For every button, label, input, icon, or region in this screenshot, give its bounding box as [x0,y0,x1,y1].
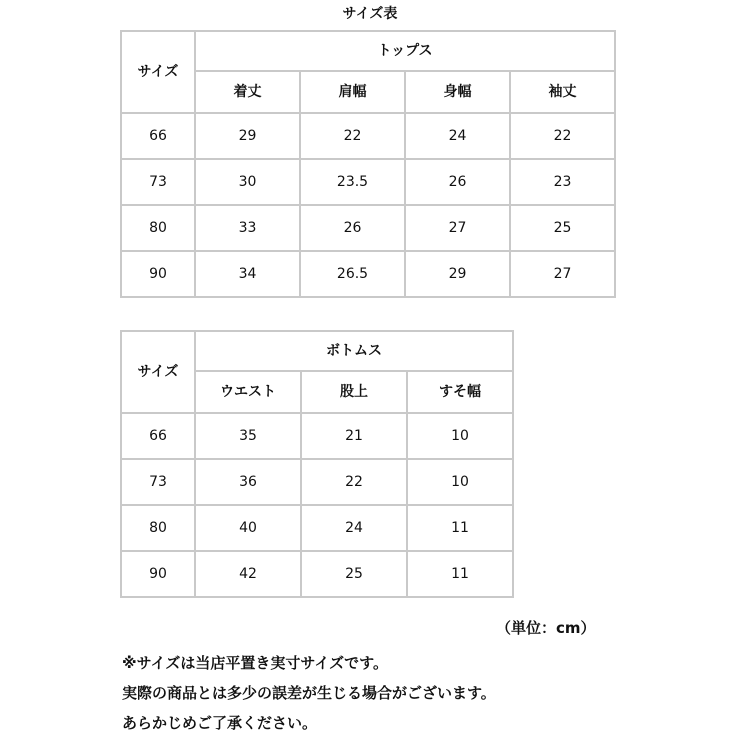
value-cell: 40 [195,505,301,551]
note-line: ※サイズは当店平置き実寸サイズです。 [122,654,388,672]
table-row [121,413,513,459]
value-cell: 23 [510,159,615,205]
column-header: 股上 [301,371,407,413]
value-cell: 29 [195,113,300,159]
value-cell: 26 [405,159,510,205]
table-row [121,505,513,551]
value-cell: 25 [301,551,407,597]
value-cell: 10 [407,459,513,505]
size-cell: 73 [121,159,195,205]
size-cell: 90 [121,251,195,297]
value-cell: 24 [301,505,407,551]
table-row [121,205,615,251]
value-cell: 22 [301,459,407,505]
value-cell: 27 [405,205,510,251]
tops-group-header: トップス [195,31,615,71]
table-row [121,113,615,159]
value-cell: 24 [405,113,510,159]
tops-size-table [120,30,616,298]
note-line: 実際の商品とは多少の誤差が生じる場合がございます。 [122,684,496,702]
value-cell: 36 [195,459,301,505]
column-header: 肩幅 [300,71,405,113]
page-title: サイズ表 [342,6,398,22]
note-line: あらかじめご了承ください。 [122,714,318,732]
size-cell: 66 [121,113,195,159]
table-row [121,551,513,597]
value-cell: 22 [300,113,405,159]
table-row [121,459,513,505]
value-cell: 30 [195,159,300,205]
value-cell: 26.5 [300,251,405,297]
unit-label: （単位：cm） [496,619,596,637]
size-cell: 66 [121,413,195,459]
bottoms-size-table [120,330,514,598]
size-cell: 73 [121,459,195,505]
column-header: ウエスト [195,371,301,413]
value-cell: 21 [301,413,407,459]
notes [122,650,722,740]
value-cell: 23.5 [300,159,405,205]
value-cell: 25 [510,205,615,251]
table-row [121,251,615,297]
value-cell: 34 [195,251,300,297]
value-cell: 35 [195,413,301,459]
value-cell: 29 [405,251,510,297]
value-cell: 22 [510,113,615,159]
size-cell: 80 [121,505,195,551]
size-cell: 90 [121,551,195,597]
value-cell: 11 [407,551,513,597]
value-cell: 10 [407,413,513,459]
size-header: サイズ [121,31,195,113]
value-cell: 27 [510,251,615,297]
value-cell: 11 [407,505,513,551]
value-cell: 42 [195,551,301,597]
column-header: 着丈 [195,71,300,113]
value-cell: 33 [195,205,300,251]
value-cell: 26 [300,205,405,251]
table-row [121,159,615,205]
column-header: 袖丈 [510,71,615,113]
column-header: 身幅 [405,71,510,113]
size-cell: 80 [121,205,195,251]
bottoms-group-header: ボトムス [195,331,513,371]
column-header: すそ幅 [407,371,513,413]
size-header: サイズ [121,331,195,413]
